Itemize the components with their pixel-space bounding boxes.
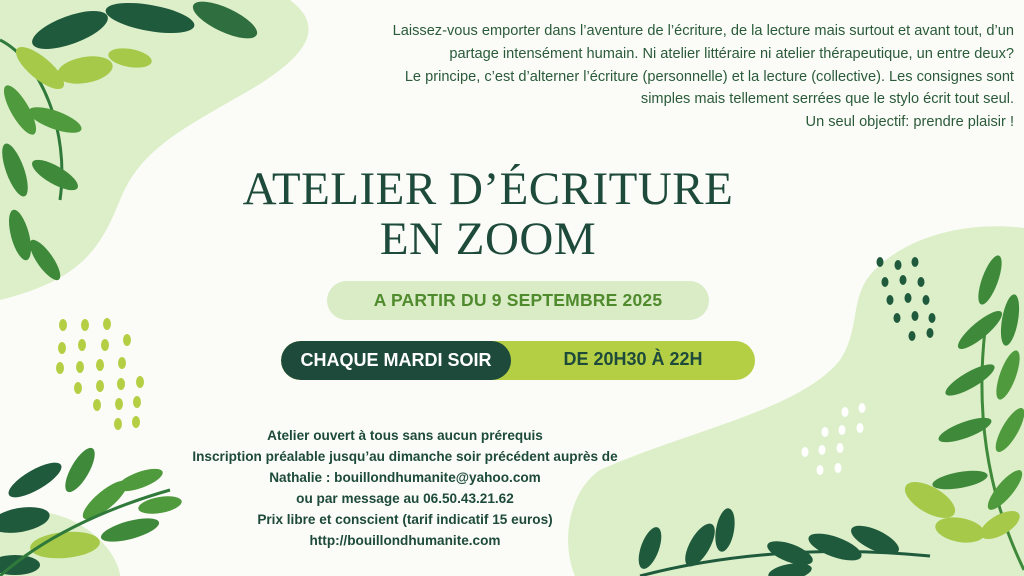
- info-line: Inscription préalable jusqu’au dimanche soir précédent auprès de: [192, 449, 618, 464]
- dots-pattern-left-icon: [56, 318, 144, 430]
- title-line-1: ATELIER D’ÉCRITURE: [242, 163, 734, 215]
- schedule-banner: [281, 341, 755, 380]
- info-line: Atelier ouvert à tous sans aucun prérequis: [267, 428, 543, 443]
- title-line-2: EN ZOOM: [379, 213, 597, 265]
- info-block: [150, 425, 660, 551]
- schedule-day: CHAQUE MARDI SOIR: [281, 341, 511, 380]
- intro-line: Le principe, c’est d’alterner l’écriture (personnelle) et la lecture (collective). Les consignes sont: [404, 68, 1014, 85]
- intro-paragraph: [294, 20, 1014, 134]
- date-banner: A PARTIR DU 9 SEPTEMBRE 2025: [327, 281, 709, 320]
- intro-line: partage intensément humain. Ni atelier littéraire ni atelier thérapeutique, un entre deux?: [449, 45, 1014, 62]
- intro-line: simples mais tellement serrées que le stylo écrit tout seul.: [640, 91, 1014, 108]
- info-phone: ou par message au 06.50.43.21.62: [296, 491, 514, 506]
- info-email: Nathalie : bouillondhumanite@yahoo.com: [269, 470, 541, 485]
- intro-line: Un seul objectif: prendre plaisir !: [805, 114, 1014, 131]
- info-line: Prix libre et conscient (tarif indicatif 15 euros): [257, 512, 553, 527]
- schedule-time: DE 20H30 À 22H: [563, 349, 703, 369]
- website-link: http://bouillondhumanite.com: [309, 533, 501, 548]
- page-title: [200, 164, 776, 264]
- intro-line: Laissez-vous emporter dans l’aventure de l’écriture, de la lecture mais surtout et avant tout, d’un: [392, 23, 1014, 39]
